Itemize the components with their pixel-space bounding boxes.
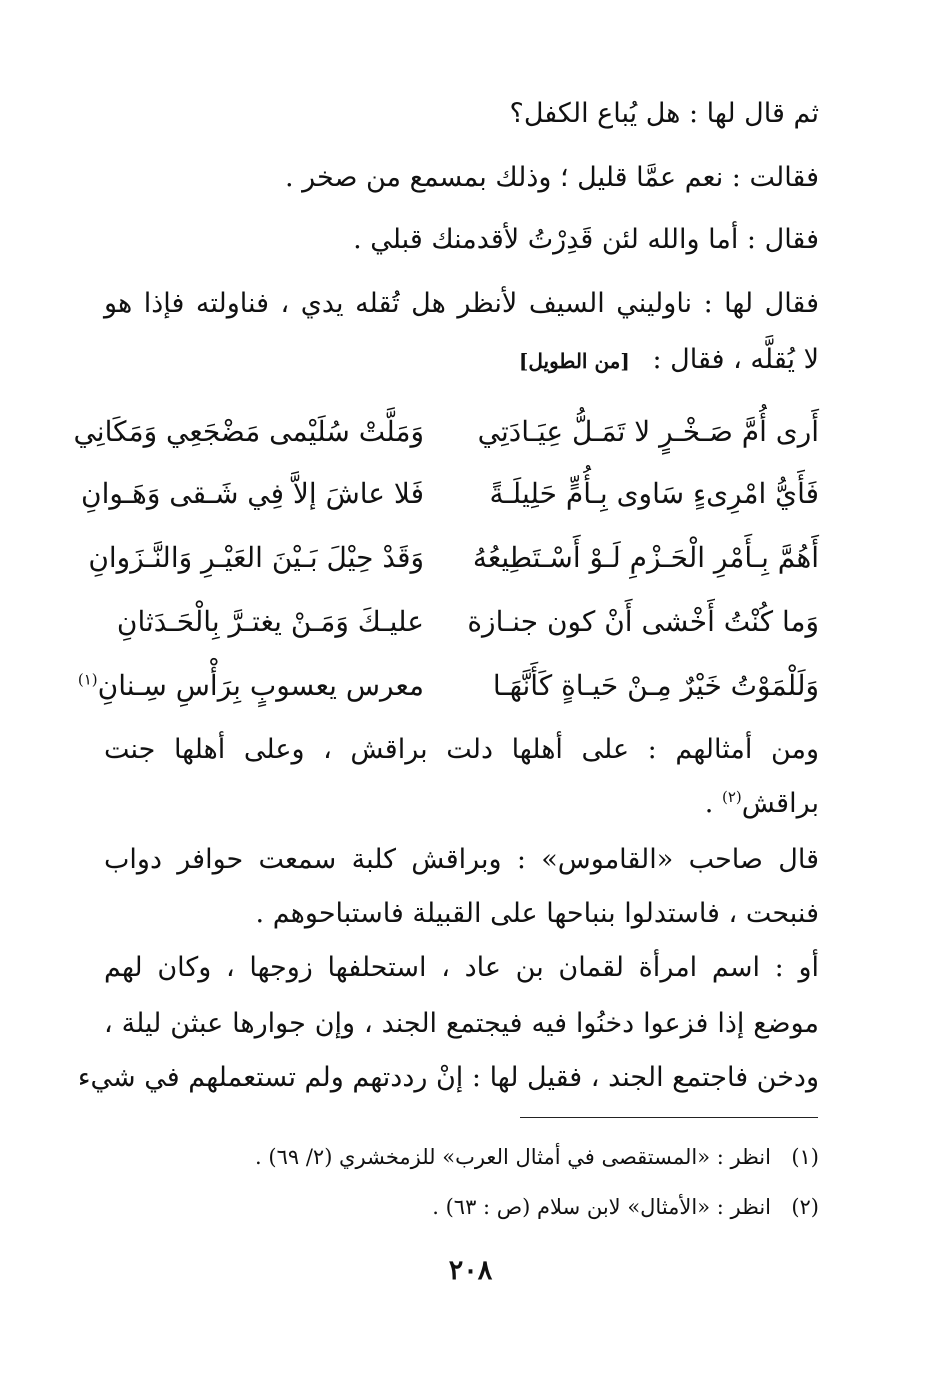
footnote-text: انظر : «الأمثال» لابن سلام (ص : ٦٣) . — [432, 1195, 771, 1219]
verse-hemistich-right: أَهُمَّ بِـأَمْرِ الْحَـزْمِ لَـوْ أَسْـتَطِيعُهُ — [472, 541, 819, 574]
text-line: فنبحت ، فاستدلوا بنباحها على القبيلة فاستباحوهم . — [255, 898, 819, 929]
verse-hemistich-right: وَما كُنْتُ أَخْشى أَنْ كون جنـازة — [467, 605, 819, 638]
text-fragment: براقش — [741, 788, 819, 819]
text-line: ومن أمثالهم : على أهلها دلت براقش ، وعلى أهلها جنت — [104, 734, 819, 765]
footnote-separator — [520, 1117, 818, 1118]
text-line — [104, 786, 819, 822]
text-fragment: لا يُقلَّه ، فقال : — [652, 344, 819, 375]
text-fragment: . — [704, 788, 722, 819]
text-line: ودخن فاجتمع الجند ، فقيل لها : إنْ رددتهم ولم تستعملهم في شيء — [77, 1062, 819, 1093]
verse-hemistich-left — [77, 666, 424, 706]
text-line: فقال : أما والله لئن قَدِرْتُ لأقدمنك قبلي . — [353, 224, 819, 255]
footnote — [104, 1192, 819, 1222]
footnote-marker: (٢) — [721, 788, 742, 806]
text-line: ثم قال لها : هل يُباع الكفل؟ — [509, 98, 819, 129]
text-line: موضع إذا فزعوا دخنُوا فيه فيجتمع الجند ، وإن جوارها عبثن ليلة ، — [104, 1008, 819, 1039]
footnote-number: (١) — [791, 1145, 819, 1169]
meter-label: [من الطويل] — [518, 349, 630, 373]
footnote — [104, 1142, 819, 1172]
text-line: أو : اسم امرأة لقمان بن عاد ، استحلفها زوجها ، وكان لهم — [104, 952, 819, 983]
footnote-text: انظر : «المستقصى في أمثال العرب» للزمخشري (٢/ ٦٩) . — [255, 1145, 771, 1169]
verse-hemistich-left: وَمَلَّتْ سُلَيْمى مَضْجَعِي وَمَكَانِي — [73, 415, 424, 448]
footnote-number: (٢) — [791, 1195, 819, 1219]
text-line: قال صاحب «القاموس» : وبراقش كلبة سمعت حوافر دواب — [104, 844, 819, 875]
verse-text: معرس يعسوبٍ بِرَأْسِ سِـنانِ — [97, 669, 424, 702]
verse-hemistich-right: أَرى أُمَّ صَـخْـرٍ لا تَمَـلُّ عِيَـادَتِي — [477, 415, 819, 448]
verse-hemistich-right: فَأَيُّ امْرِىءٍ سَاوى بِـأُمٍّ حَلِيلَـةً — [489, 477, 819, 510]
footnote-marker: (١) — [77, 670, 98, 689]
page-number: ٢٠٨ — [448, 1255, 493, 1286]
verse-hemistich-left: وَقَدْ حِيْلَ بَـيْنَ العَيْـرِ وَالنَّـزَوانِ — [88, 541, 424, 574]
verse-hemistich-left: فَلا عاشَ إلاَّ فِي شَـقى وَهَـوانِ — [81, 477, 424, 510]
text-line — [104, 342, 819, 379]
text-line: فقال لها : ناوليني السيف لأنظر هل تُقله يدي ، فناولته فإذا هو — [104, 288, 819, 319]
verse-hemistich-right: وَلَلْمَوْتُ خَيْرٌ مِـنْ حَيـاةٍ كَأَنَّهَـا — [492, 669, 819, 702]
text-line: فقالت : نعم عمَّا قليل ؛ وذلك بمسمع من صخر . — [284, 162, 819, 193]
verse-hemistich-left: عليـكَ وَمَـنْ يغتـرَّ بِالْحَـدَثانِ — [116, 605, 424, 638]
